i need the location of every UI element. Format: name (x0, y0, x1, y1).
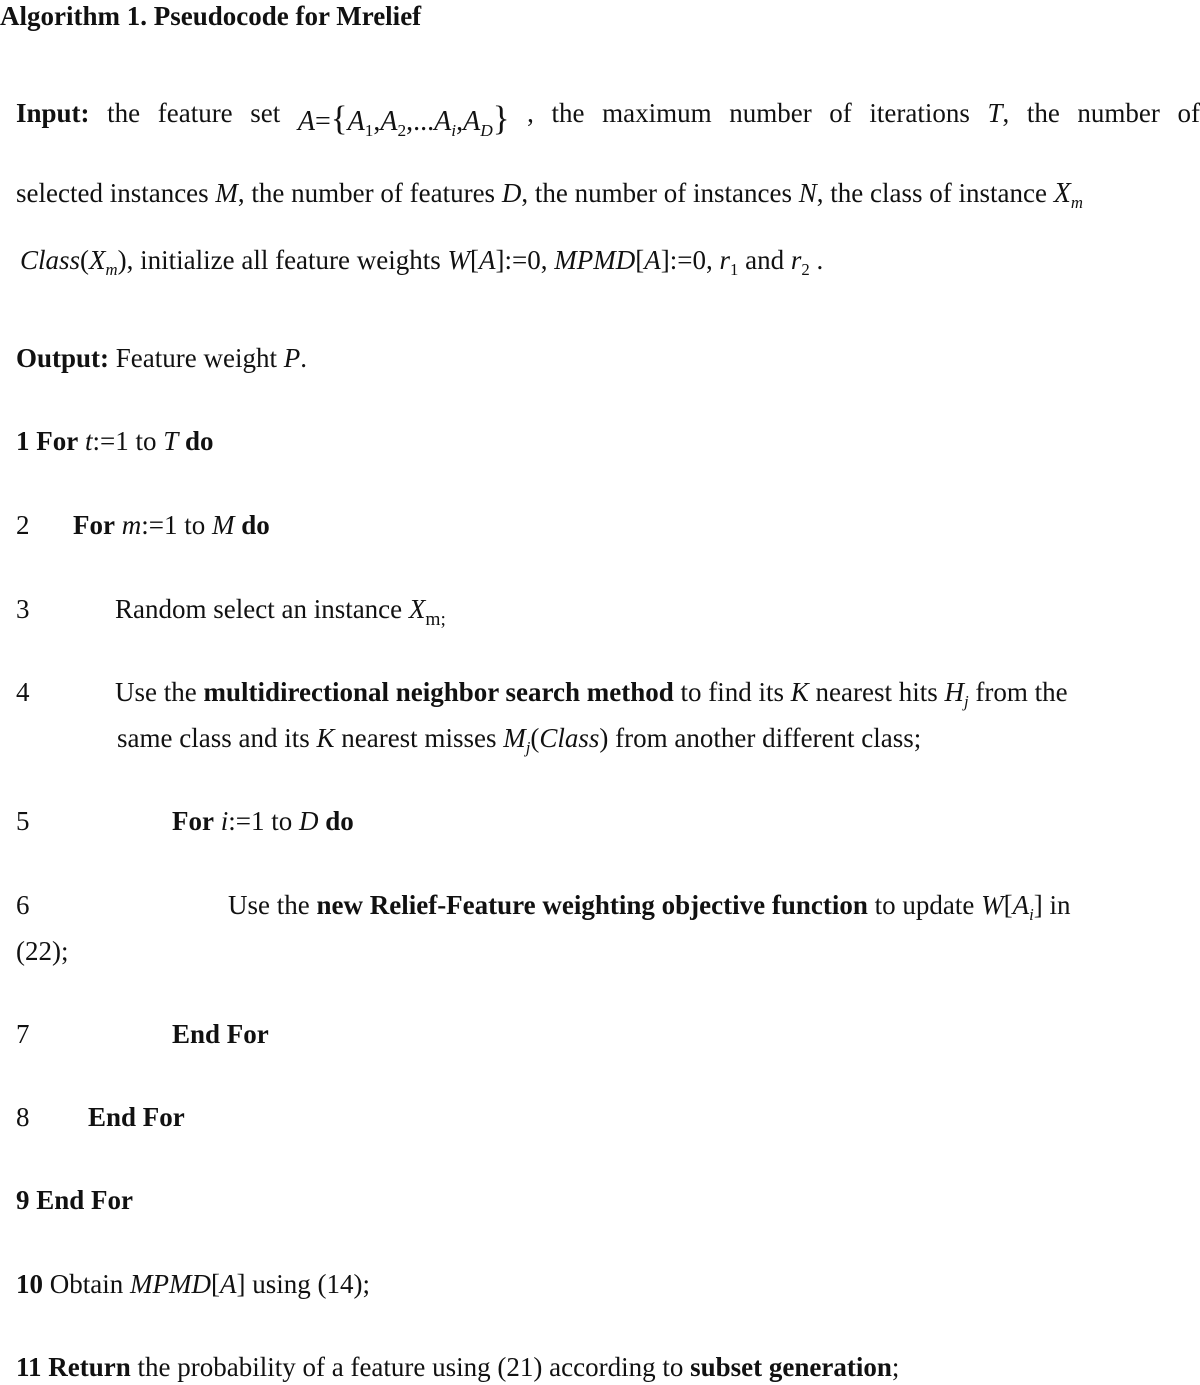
input-word: number (1077, 97, 1159, 141)
input-word: feature (158, 97, 233, 141)
step-3-num: 3 (16, 593, 30, 627)
input-word: of (829, 97, 852, 141)
step-7-num: 7 (16, 1018, 30, 1052)
input-word: iterations (869, 97, 969, 141)
step-9: 9 End For (16, 1184, 133, 1218)
step-6-line-1: Use the new Relief-Feature weighting objective function to update $W[A_i]$ in (228, 889, 1071, 923)
input-label: Input: (16, 97, 90, 141)
input-word: the (107, 97, 140, 141)
step-8: End For (88, 1101, 185, 1135)
algorithm-title: Algorithm 1. Pseudocode for Mrelief (0, 0, 421, 34)
input-word: set (250, 97, 280, 141)
step-1: 1 For t:=1 to T do (16, 425, 214, 459)
input-line-1 (16, 97, 1200, 141)
input-word: the (1027, 97, 1060, 141)
step-2: For m:=1 to M do (73, 509, 270, 543)
input-line-3: $Class(X_m)$, initialize all feature weights W[A]:=0, MPMD[A]:=0, $r_1$ and $r_2$ . (20, 244, 823, 278)
step-5: For i:=1 to D do (172, 805, 354, 839)
step-5-num: 5 (16, 805, 30, 839)
step-8-num: 8 (16, 1101, 30, 1135)
step-7: End For (172, 1018, 269, 1052)
input-line-2: selected instances M, the number of features D, the number of instances N, the class of instance $X_m$ (16, 176, 1083, 211)
input-word: maximum (602, 97, 712, 141)
input-word: of (1178, 97, 1200, 141)
step-10: 10 Obtain MPMD[A] using (14); (16, 1268, 370, 1302)
step-4-line-1: Use the multidirectional neighbor search method to find its K nearest hits $H_j$ from the (115, 676, 1068, 710)
step-4-line-2: same class and its K nearest misses $M_j(Class)$ from another different class; (117, 722, 921, 756)
step-6-line-2: (22); (16, 935, 68, 969)
input-word: number (729, 97, 811, 141)
step-6-num: 6 (16, 889, 30, 923)
feature-set-expression: $A=\{A_1,A_2,...A_i,A_D\}$ (298, 97, 510, 141)
input-word: , (527, 97, 534, 141)
input-word: T, (987, 97, 1009, 141)
step-2-num: 2 (16, 509, 30, 543)
step-3: Random select an instance $X_{m;}$ (115, 593, 446, 627)
step-4-num: 4 (16, 676, 30, 710)
input-word: the (552, 97, 585, 141)
step-11: 11 Return the probability of a feature using (21) according to subset generation; (16, 1351, 899, 1385)
output-line: Output: Feature weight P. (16, 342, 307, 376)
